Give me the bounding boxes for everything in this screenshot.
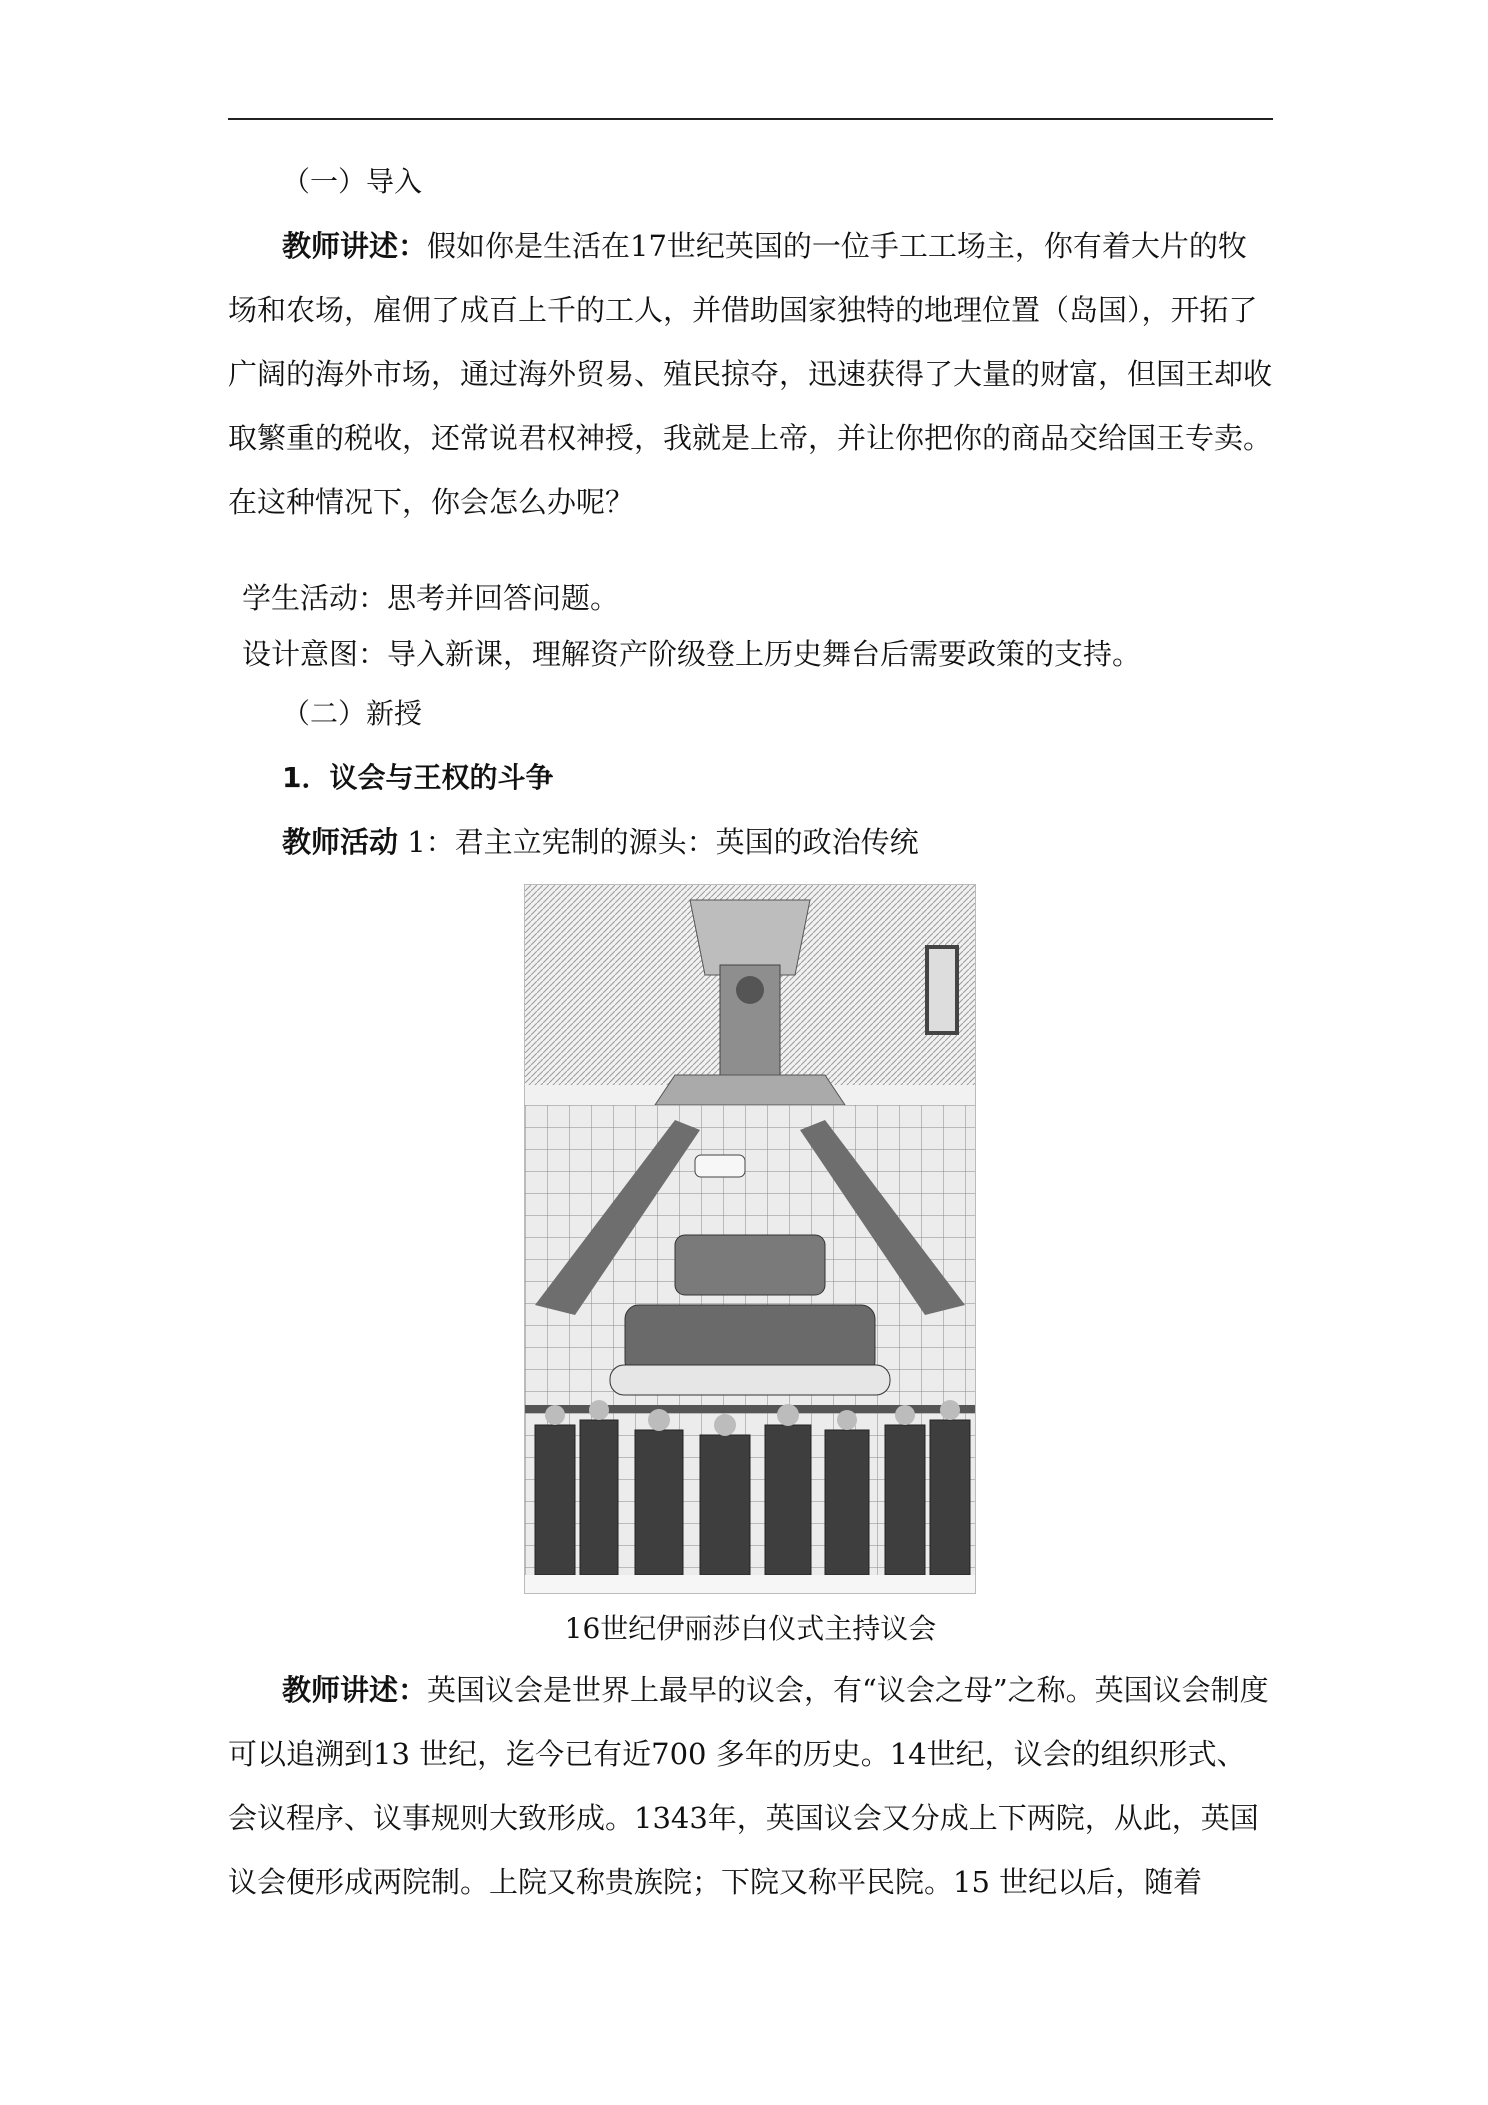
intro-label: 教师讲述： — [282, 229, 428, 263]
engraving-illustration — [525, 885, 975, 1593]
header-rule — [228, 118, 1273, 120]
section-new-title: （二）新授 — [282, 697, 423, 730]
parliament-engraving-image — [524, 884, 976, 1594]
heading-parliament-vs-crown: 1．议会与王权的斗争 — [282, 761, 554, 794]
figure-caption: 16世纪伊丽莎白仪式主持议会 — [564, 1612, 937, 1645]
intro-paragraph — [228, 214, 1273, 534]
speech-text: 英国议会是世界上最早的议会，有“议会之母”之称。英国议会制度可以追溯到13 世纪，迄今已有近700 多年的历史。14世纪，议会的组织形式、会议程序、议事规则大致形成。1343年，英国议会又分成上下两院，从此，英国议会便形成两院制。上院又称贵族院；下院又称平民院。15 世纪以后，随着 — [228, 1673, 1269, 1899]
teacher-activity-line — [228, 810, 1273, 874]
speech-label: 教师讲述： — [282, 1673, 428, 1707]
teacher-activity-text: 1：君主立宪制的源头：英国的政治传统 — [398, 825, 919, 859]
document-body — [228, 150, 1273, 1914]
spacer — [228, 534, 1273, 570]
student-activity: 学生活动：思考并回答问题。 — [242, 581, 620, 615]
speech-paragraph — [228, 1658, 1273, 1914]
teacher-activity-label: 教师活动 — [282, 825, 399, 859]
design-intent: 设计意图：导入新课，理解资产阶级登上历史舞台后需要政策的支持。 — [242, 637, 1142, 671]
intro-text: 假如你是生活在17世纪英国的一位手工工场主，你有着大片的牧场和农场，雇佣了成百上千的工人，并借助国家独特的地理位置（岛国），开拓了广阔的海外市场，通过海外贸易、殖民掠夺，迅速获得了大量的财富，但国王却收取繁重的税收，还常说君权神授，我就是上帝，并让你把你的商品交给国王专卖。在这种情况下，你会怎么办呢？ — [228, 229, 1273, 519]
section-intro-title: （一）导入 — [282, 165, 423, 198]
